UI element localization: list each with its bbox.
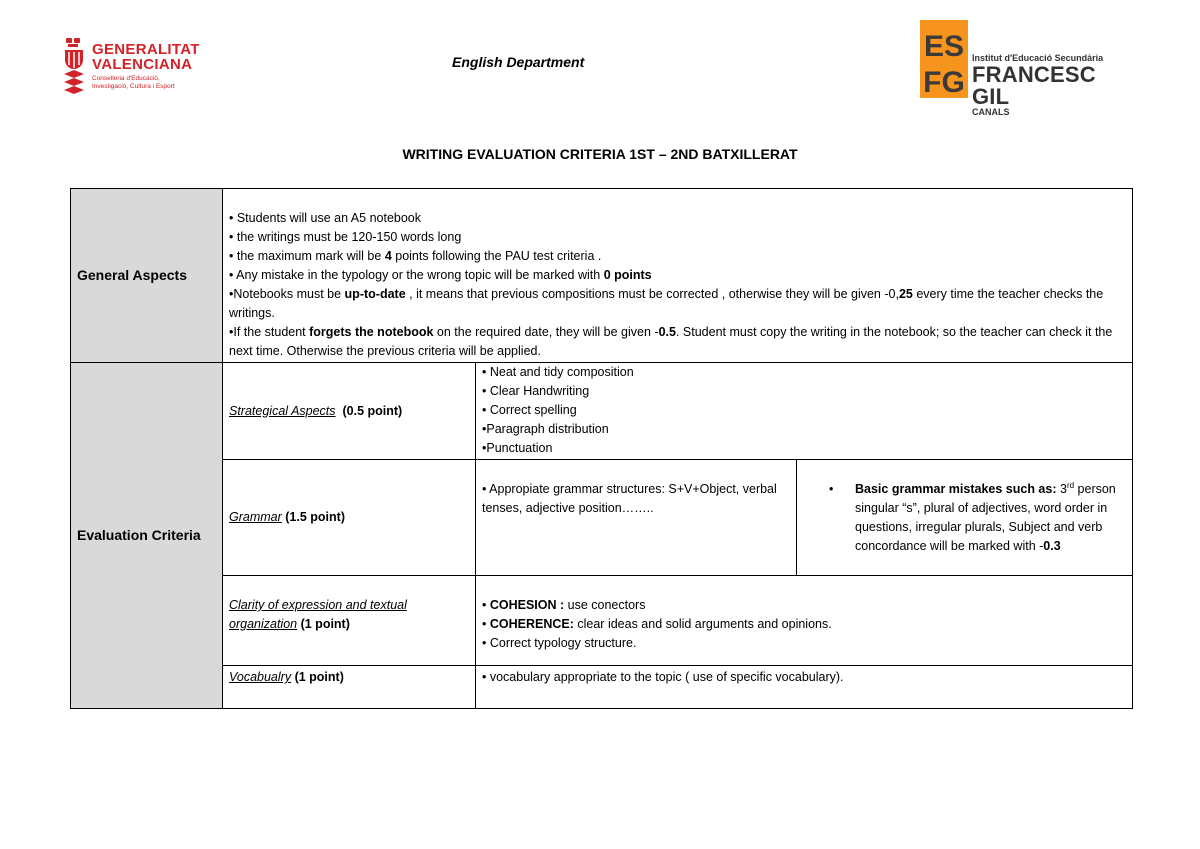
generalitat-valenciana-logo xyxy=(62,38,212,102)
institute-name: FRANCESC GIL xyxy=(972,62,1096,109)
generalitat-emblem-icon xyxy=(62,38,86,98)
strategical-item: • Correct spelling xyxy=(482,403,577,417)
vocabulary-item: • vocabulary appropriate to the topic ( use of specific vocabulary). xyxy=(476,666,1133,709)
general-bullet: • the writings must be 120-150 words long xyxy=(229,230,462,244)
grammar-row xyxy=(71,460,1133,576)
general-aspects-row xyxy=(71,189,1133,363)
evaluation-criteria-heading: Evaluation Criteria xyxy=(71,363,223,709)
logo-sub-line2: Investigació, Cultura i Esport xyxy=(92,83,175,90)
general-aspects-heading: General Aspects xyxy=(71,189,223,363)
strategical-item: •Punctuation xyxy=(482,441,553,455)
clarity-item: • COHERENCE: clear ideas and solid arguments and opinions. xyxy=(482,617,832,631)
basic-grammar-mistakes: • Basic grammar mistakes such as: 3rd person singular “s”, plural of adjectives, word order in questions, irregular plurals, Subject and verb concordance will be marked with -0.3 xyxy=(797,460,1133,576)
institute-type: Institut d'Educació Secundària xyxy=(972,53,1104,63)
logo-sub-line1: Conselleria d'Educació, xyxy=(92,75,160,82)
clarity-item: • Correct typology structure. xyxy=(482,636,637,650)
general-aspects-content xyxy=(223,189,1133,363)
esfg-monogram-icon xyxy=(920,20,968,98)
monogram-top: ES xyxy=(923,30,965,63)
clarity-item: • COHESION : use conectors xyxy=(482,598,646,612)
strategical-aspects-row xyxy=(71,363,1133,460)
strategical-aspects-items xyxy=(476,363,1133,460)
institute-town: CANALS xyxy=(972,107,1010,117)
strategical-item: •Paragraph distribution xyxy=(482,422,609,436)
strategical-item: • Neat and tidy composition xyxy=(482,365,634,379)
department-label: English Department xyxy=(452,54,585,70)
clarity-items xyxy=(476,576,1133,666)
logo-name-line2: VALENCIANA xyxy=(92,56,193,73)
general-bullet: • the maximum mark will be 4 points following the PAU test criteria . xyxy=(229,249,602,263)
strategical-aspects-label: Strategical Aspects (0.5 point) xyxy=(223,363,476,460)
logo-name-line1: GENERALITAT xyxy=(92,41,200,58)
clarity-row xyxy=(71,576,1133,666)
general-bullet: •If the student forgets the notebook on the required date, they will be given -0.5. Student must copy the writing in the notebook; so the teacher can check it the next time. Otherwise the previous criteria will be applied. xyxy=(229,325,1113,358)
grammar-structures: • Appropiate grammar structures: S+V+Object, verbal tenses, adjective position…….. xyxy=(476,460,797,576)
general-bullet: • Students will use an A5 notebook xyxy=(229,211,422,225)
vocabulary-row xyxy=(71,666,1133,709)
general-bullet: • Any mistake in the typology or the wrong topic will be marked with 0 points xyxy=(229,268,652,282)
evaluation-criteria-table xyxy=(70,188,1133,709)
monogram-bottom: FG xyxy=(923,66,965,98)
clarity-label: Clarity of expression and textual organization (1 point) xyxy=(223,576,476,666)
strategical-item: • Clear Handwriting xyxy=(482,384,590,398)
vocabulary-label: Vocabualry (1 point) xyxy=(223,666,476,709)
general-bullet: •Notebooks must be up-to-date , it means that previous compositions must be corrected , otherwise they will be given -0,25 every time the teacher checks the writings. xyxy=(229,287,1104,320)
grammar-label: Grammar (1.5 point) xyxy=(223,460,476,576)
document-title: WRITING EVALUATION CRITERIA 1ST – 2ND BATXILLERAT xyxy=(402,146,798,162)
francesc-gil-logo xyxy=(920,20,1110,117)
